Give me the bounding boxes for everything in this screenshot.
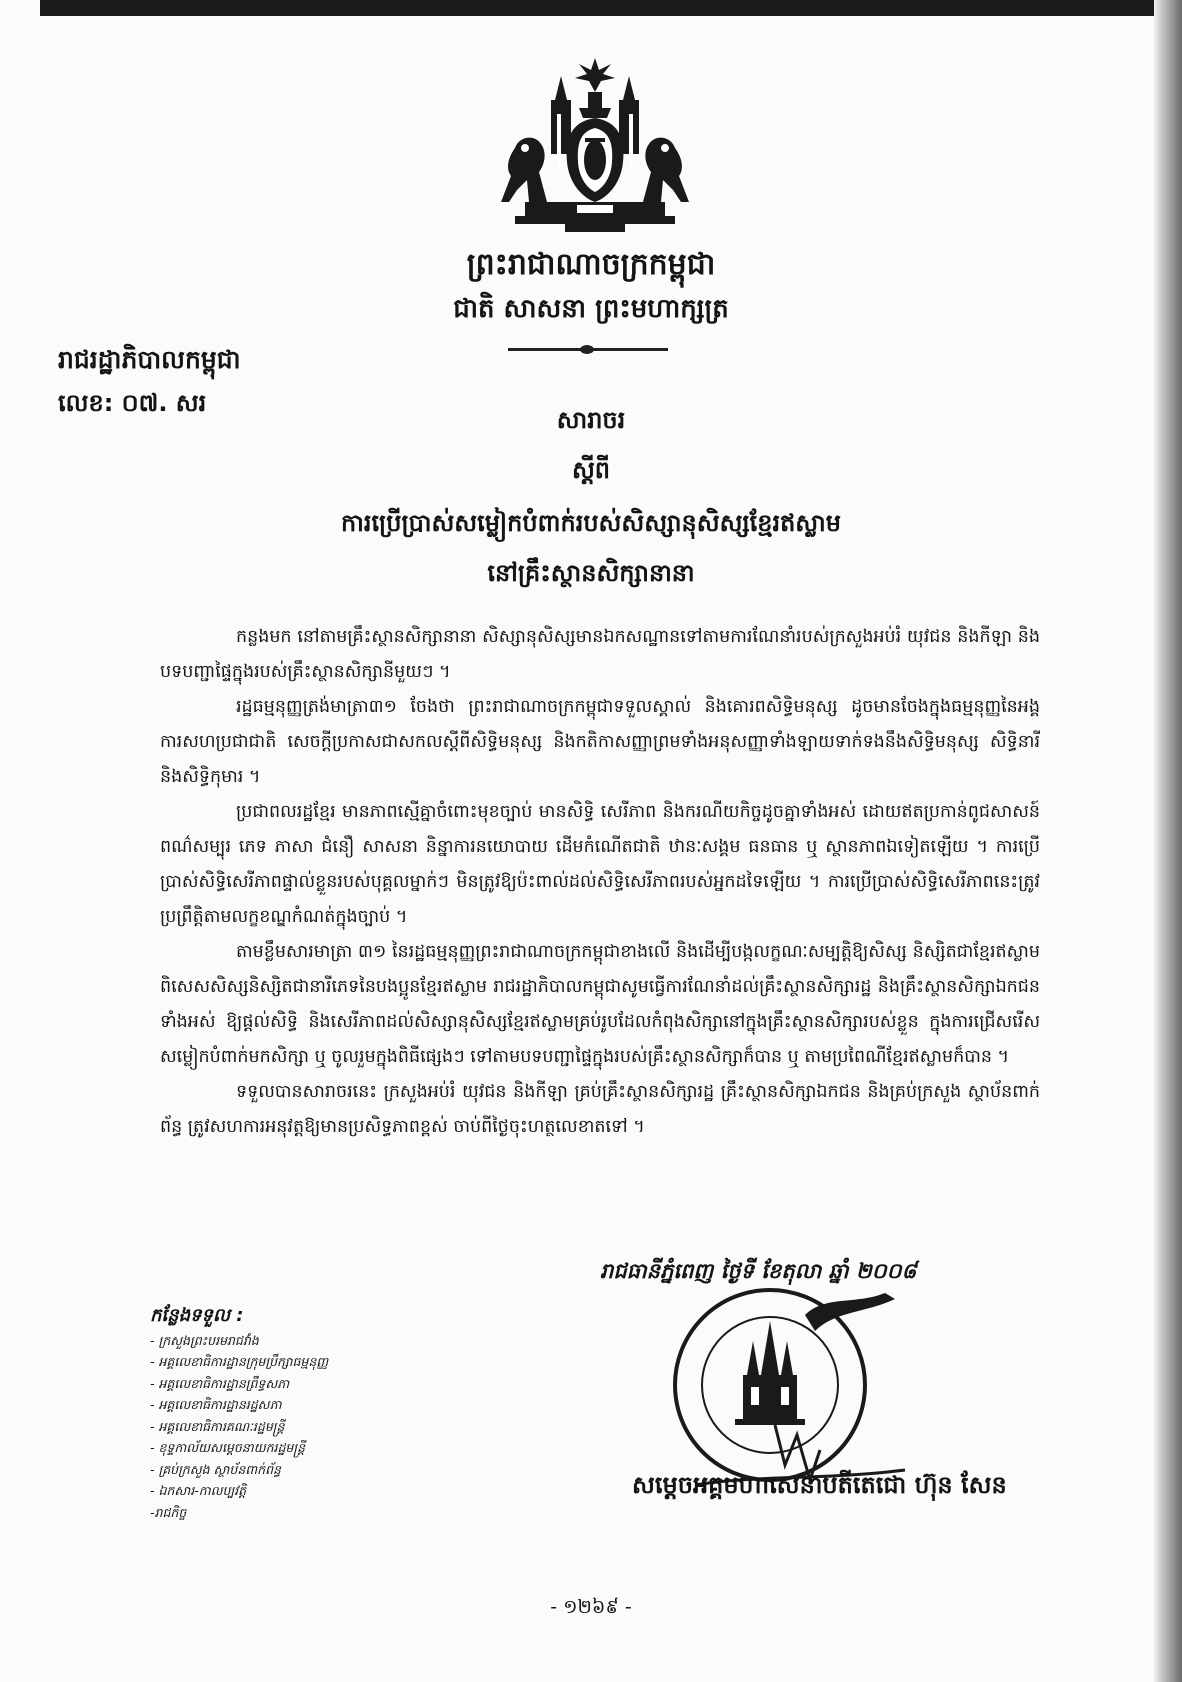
recipients-title: កន្លែងទទួល :	[150, 1305, 244, 1326]
recipient-item: - គ្រប់ក្រសួង ស្ថាប័នពាក់ព័ន្ធ	[150, 1461, 281, 1477]
document-number: លេខ: ០៧. សរ	[58, 389, 207, 417]
document-type: សារាចរ	[556, 406, 626, 434]
recipient-item: -រាជកិច្ច	[150, 1504, 187, 1520]
recipient-item: - អគ្គលេខាធិការដ្ឋានព្រឹទ្ធសភា	[150, 1375, 290, 1391]
body-paragraph: រដ្ឋធម្មនុញ្ញត្រង់មាត្រា៣១ ចែងថា ព្រះរាជាណាចក្រកម្ពុជាទទួលស្គាល់ និងគោរពសិទ្ធិមនុស្ស ដូចមានចែងក្នុងធម្មនុញ្ញនៃអង្គការសហប្រជាជាតិ សេចក្តីប្រកាសជាសកលស្តីពីសិទ្ធិមនុស្ស និងកតិកាសញ្ញាព្រមទាំងអនុសញ្ញាទាំងឡាយទាក់ទងនឹងសិទ្ធិមនុស្ស សិទ្ធិនារី និងសិទ្ធិកុមារ ។	[160, 697, 1040, 787]
subject-prefix: ស្តីពី	[571, 456, 611, 484]
subject-line-1: ការប្រើប្រាស់សម្លៀកបំពាក់របស់សិស្សានុសិស្សខ្មែរឥស្លាម	[340, 509, 842, 537]
kingdom-heading: ព្រះរាជាណាចក្រកម្ពុជា	[466, 247, 716, 282]
recipient-item: - ក្រសួងព្រះបរមរាជវាំង	[150, 1332, 259, 1348]
national-motto: ជាតិ សាសនា ព្រះមហាក្សត្រ	[453, 294, 729, 324]
recipient-item: - អគ្គលេខាធិការដ្ឋានក្រុមប្រឹក្សាធម្មនុញ្ញ	[150, 1354, 329, 1369]
page-number: - ១២៦៩ -	[550, 1596, 632, 1618]
document-body	[160, 620, 1040, 1145]
recipient-item: - ខុទ្ទកាល័យសម្តេចនាយករដ្ឋមន្ត្រី	[150, 1440, 306, 1455]
signatory-name: សម្តេចអគ្គមហាសេនាបតីតេជោ ហ៊ុន សែន	[632, 1471, 1007, 1499]
subject-line-2: នៅគ្រឹះស្ថានសិក្សានានា	[487, 559, 695, 587]
scan-top-band	[40, 0, 1160, 16]
place-and-date: រាជធានីភ្នំពេញ ថ្ងៃទី ខែតុលា ឆ្នាំ ២០០៨	[600, 1259, 917, 1283]
recipients-list	[150, 1305, 328, 1523]
issuer-government: រាជរដ្ឋាភិបាលកម្ពុជា	[58, 345, 241, 374]
heading-divider-ornament	[580, 345, 594, 354]
body-paragraph: ទទួលបានសារាចរនេះ ក្រសួងអប់រំ យុវជន និងកីឡា គ្រប់គ្រឹះស្ថានសិក្សារដ្ឋ គ្រឹះស្ថានសិក្សាឯកជន និងគ្រប់ក្រសួង ស្ថាប័នពាក់ព័ន្ធ ត្រូវសហការអនុវត្តឱ្យមានប្រសិទ្ធភាពខ្ពស់ ចាប់ពីថ្ងៃចុះហត្ថលេខាតទៅ ។	[160, 1082, 1040, 1137]
body-paragraph: ប្រជាពលរដ្ឋខ្មែរ មានភាពស្មើគ្នាចំពោះមុខច្បាប់ មានសិទ្ធិ សេរីភាព និងករណីយកិច្ចដូចគ្នាទាំងអស់ ដោយឥតប្រកាន់ពូជសាសន៍ ពណ៌សម្បុរ ភេទ ភាសា ជំនឿ សាសនា និន្នាការនយោបាយ ដើមកំណើតជាតិ ឋានៈសង្គម ធនធាន ឬ ស្ថានភាពឯទៀតឡើយ ។ ការប្រើប្រាស់សិទ្ធិសេរីភាពផ្ទាល់ខ្លួនរបស់បុគ្គលម្នាក់ៗ មិនត្រូវឱ្យប៉ះពាល់ដល់សិទ្ធិសេរីភាពរបស់អ្នកដទៃឡើយ ។ ការប្រើប្រាស់សិទ្ធិសេរីភាពនេះត្រូវប្រព្រឹត្តិតាមលក្ខខណ្ឌកំណត់ក្នុងច្បាប់ ។	[160, 802, 1040, 927]
body-paragraph: តាមខ្លឹមសារមាត្រា ៣១ នៃរដ្ឋធម្មនុញ្ញព្រះរាជាណាចក្រកម្ពុជាខាងលើ និងដើម្បីបង្កលក្ខណៈសម្បត្តិឱ្យសិស្ស និស្សិតជាខ្មែរឥស្លាម ពិសេសសិស្សនិស្សិតជានារីភេទនៃបងប្អូនខ្មែរឥស្លាម រាជរដ្ឋាភិបាលកម្ពុជាសូមធ្វើការណែនាំដល់គ្រឹះស្ថានសិក្សារដ្ឋ និងគ្រឹះស្ថានសិក្សាឯកជនទាំងអស់ ឱ្យផ្តល់សិទ្ធិ និងសេរីភាពដល់សិស្សានុសិស្សខ្មែរឥស្លាមគ្រប់រូបដែលកំពុងសិក្សានៅក្នុងគ្រឹះស្ថានសិក្សារបស់ខ្លួន ក្នុងការជ្រើសរើសសម្លៀកបំពាក់មកសិក្សា ឬ ចូលរួមក្នុងពិធីផ្សេងៗ ទៅតាមបទបញ្ជាផ្ទៃក្នុងរបស់គ្រឹះស្ថានសិក្សាក៏បាន ឬ តាមប្រពៃណីខ្មែរឥស្លាមក៏បាន ។	[160, 942, 1040, 1067]
recipient-item: - អគ្គលេខាធិការគណៈរដ្ឋមន្ត្រី	[150, 1418, 285, 1434]
body-paragraph: កន្លងមក នៅតាមគ្រឹះស្ថានសិក្សានានា សិស្សានុសិស្សមានឯកសណ្ឋានទៅតាមការណែនាំរបស់ក្រសួងអប់រំ យុវជន និងកីឡា និងបទបញ្ជាផ្ទៃក្នុងរបស់គ្រឹះស្ថានសិក្សានីមួយៗ ។	[160, 627, 1040, 682]
recipient-item: - អគ្គលេខាធិការដ្ឋានរដ្ឋសភា	[150, 1397, 282, 1412]
recipient-item: - ឯកសារ-កាលប្បវត្តិ	[150, 1483, 247, 1498]
royal-coat-of-arms-icon	[495, 52, 695, 237]
